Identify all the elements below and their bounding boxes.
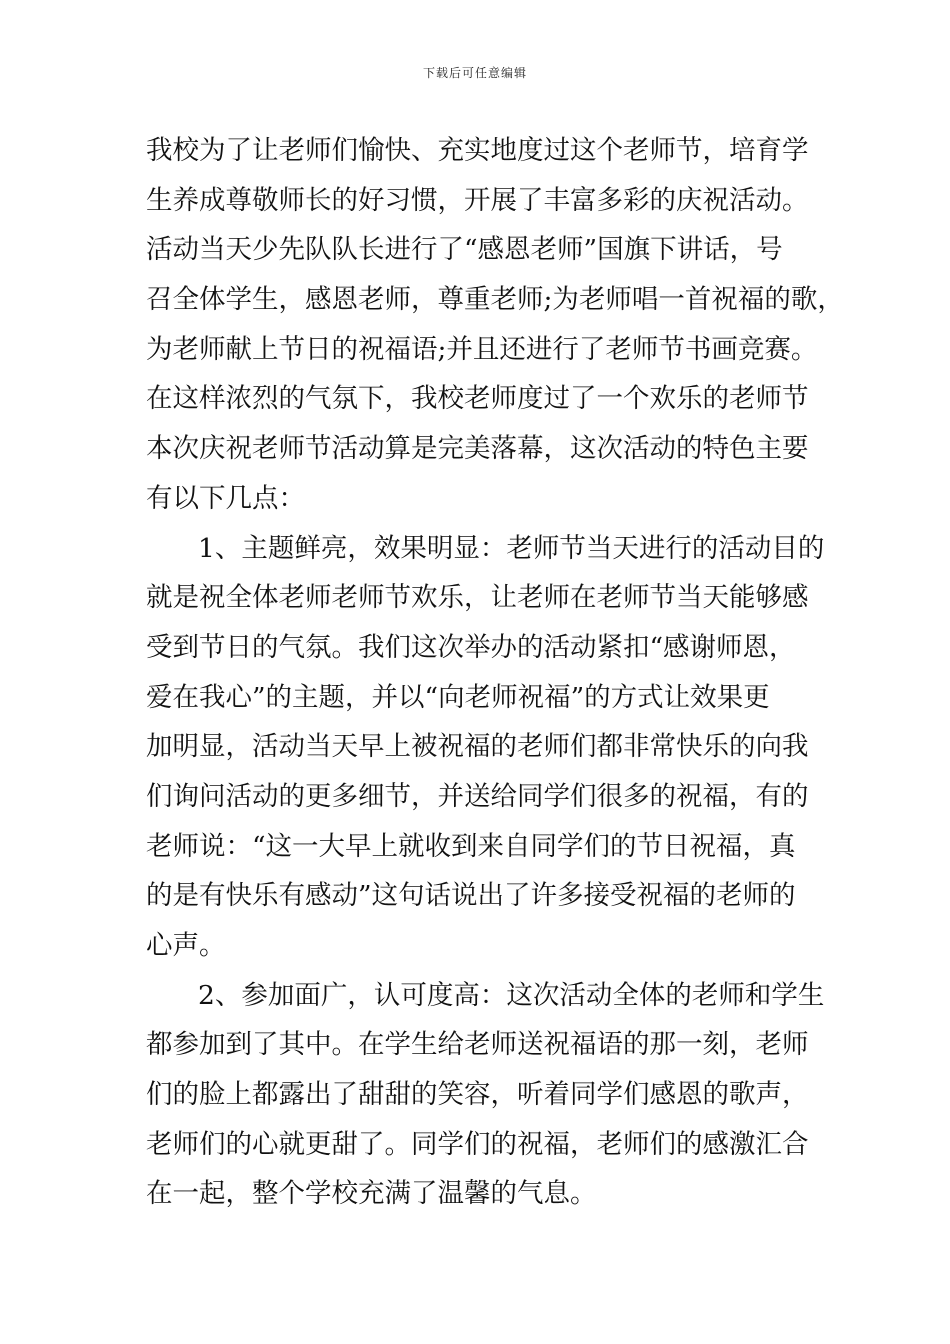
text-line: 加明显，活动当天早上被祝福的老师们都非常快乐的向我 [146, 731, 809, 763]
text-line: 心声。 [146, 930, 226, 961]
text-line: 活动当天少先队队长进行了“感恩老师”国旗下讲话，号 [146, 234, 783, 266]
text-line: 们询问活动的更多细节，并送给同学们很多的祝福，有的 [146, 780, 809, 812]
text-line: 1、主题鲜亮，效果明显：老师节当天进行的活动目的 [198, 532, 825, 564]
text-line: 爱在我心”的主题，并以“向老师祝福”的方式让效果更 [146, 681, 770, 713]
text-line: 有以下几点： [146, 482, 305, 514]
text-line: 为老师献上节日的祝福语;并且还进行了老师节书画竞赛。 [146, 333, 818, 365]
text-line: 老师说：“这一大早上就收到来自同学们的节日祝福，真 [146, 830, 796, 862]
text-line: 召全体学生，感恩老师，尊重老师;为老师唱一首祝福的歌， [146, 284, 844, 316]
document-body [146, 126, 844, 1219]
text-line: 老师们的心就更甜了。同学们的祝福，老师们的感激汇合 [146, 1128, 809, 1160]
text-line: 在这样浓烈的气氛下，我校老师度过了一个欢乐的老师节 [146, 383, 809, 415]
text-line: 受到节日的气氛。我们这次举办的活动紧扣“感谢师恩， [146, 631, 796, 663]
page-header: 下载后可任意编辑 [422, 66, 527, 80]
text-line: 们的脸上都露出了甜甜的笑容，听着同学们感恩的歌声， [146, 1079, 809, 1111]
text-line: 就是祝全体老师老师节欢乐，让老师在老师节当天能够感 [146, 582, 809, 614]
text-line: 本次庆祝老师节活动算是完美落幕，这次活动的特色主要 [146, 433, 809, 465]
text-line: 的是有快乐有感动”这句话说出了许多接受祝福的老师的 [146, 880, 796, 912]
text-line: 我校为了让老师们愉快、充实地度过这个老师节，培育学 [146, 135, 809, 166]
text-line: 2、参加面广，认可度高：这次活动全体的老师和学生 [198, 979, 825, 1011]
text-line: 都参加到了其中。在学生给老师送祝福语的那一刻，老师 [146, 1029, 809, 1061]
text-line: 生养成尊敬师长的好习惯，开展了丰富多彩的庆祝活动。 [146, 184, 809, 216]
text-line: 在一起，整个学校充满了温馨的气息。 [146, 1178, 597, 1210]
